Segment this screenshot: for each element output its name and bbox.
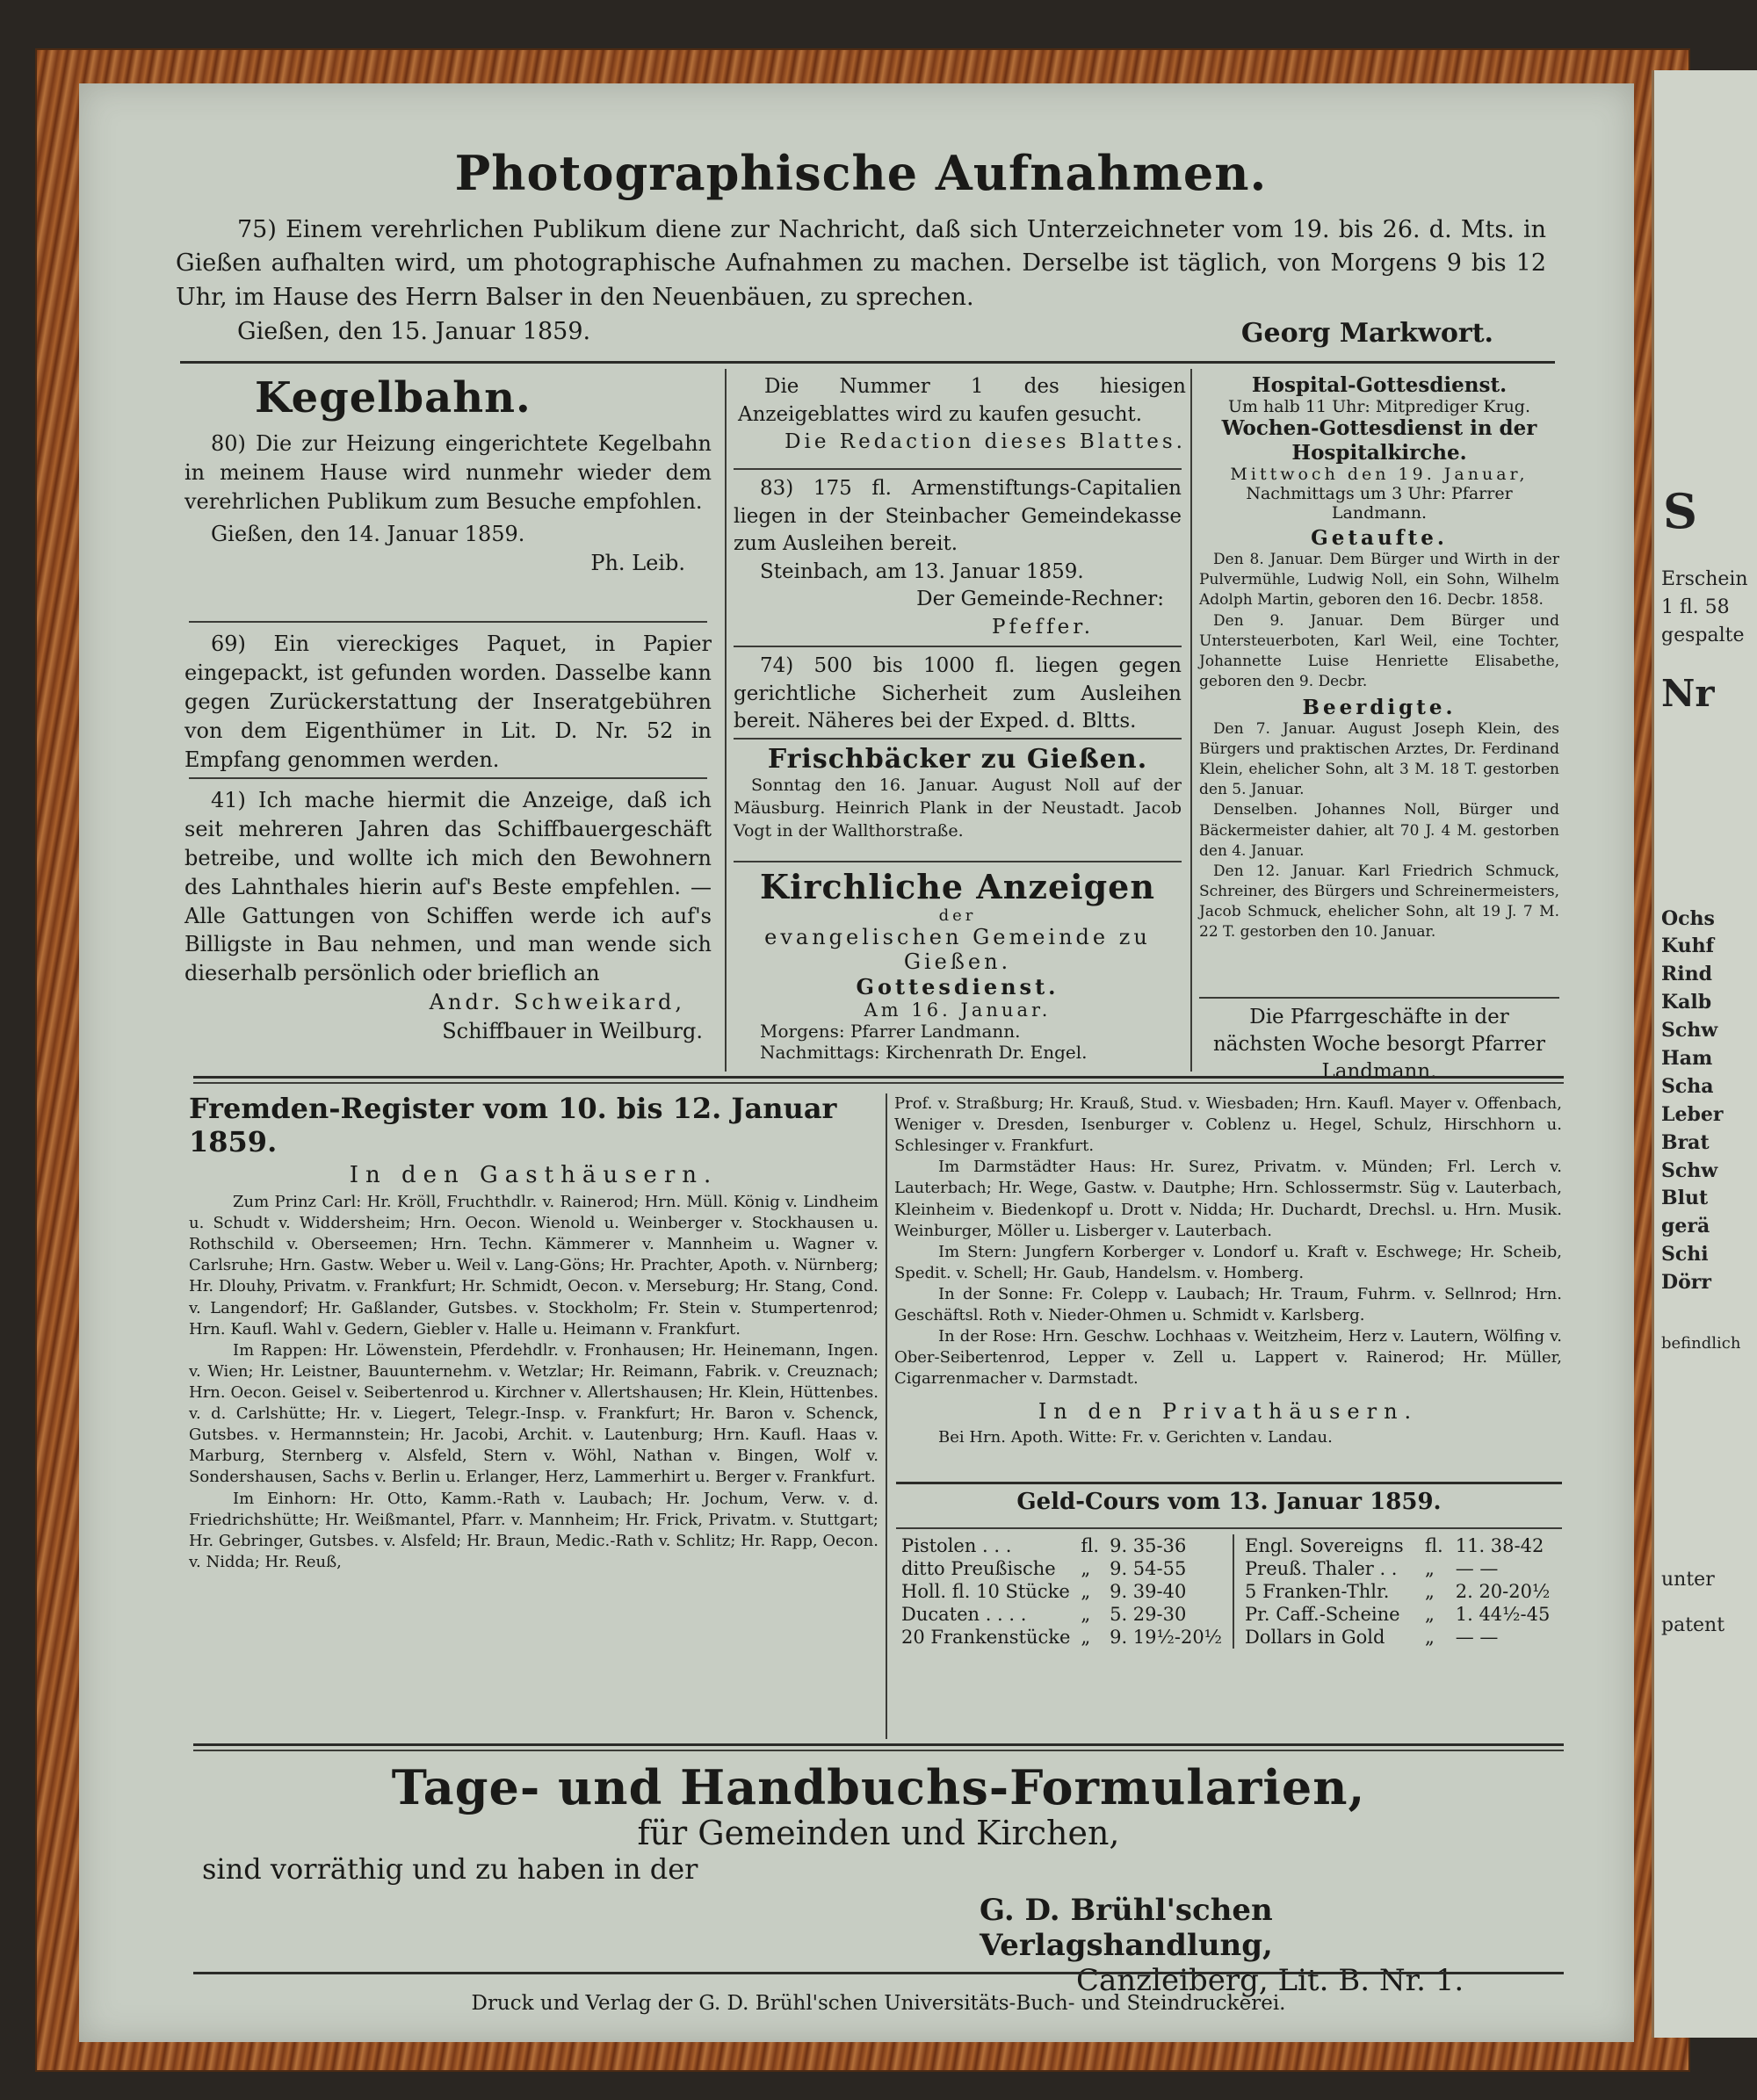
kegel-title: Kegelbahn. (255, 373, 531, 422)
cours-tables (896, 1534, 1562, 1649)
hospital-wochen-title: Wochen-Gottesdienst in der Hospitalkirche. (1221, 416, 1537, 465)
cours-value: — — (1455, 1627, 1499, 1648)
fremden-entry: In der Rose: Hrn. Geschw. Lochhaas v. Weitzheim, Herz v. Lautern, Wölfing v. Ober-Seibertenrod, Lepper v. Zell u. Lappert v. Rainerod; Hr. Müller, Cigarrenmacher v. Darmstadt. (894, 1327, 1562, 1389)
frisch-body: Sonntag den 16. Januar. August Noll auf der Mäusburg. Heinrich Plank in der Neustadt. Jacob Vogt in der Wallthorstraße. (734, 776, 1182, 841)
fremden-sub: In den Gasthäusern. (349, 1162, 719, 1188)
cours-name: Preuß. Thaler . . (1245, 1558, 1398, 1579)
adjacent-frag: Leber (1661, 1102, 1724, 1126)
fremden-title: Fremden-Register vom 10. bis 12. Januar 1859. (189, 1092, 837, 1158)
cours-value: — — (1455, 1558, 1499, 1579)
cours-unit: „ (1081, 1581, 1091, 1602)
adjacent-frag: unter (1661, 1569, 1715, 1591)
cours-unit: fl. (1081, 1535, 1100, 1556)
nummer-body: Die Nummer 1 des hiesigen Anzeigeblattes wird zu kaufen gesucht. (738, 375, 1186, 426)
cours-value: 9. 54-55 (1110, 1558, 1187, 1579)
adjacent-frag: Blut (1661, 1187, 1709, 1210)
formular-line: sind vorräthig und zu haben in der (202, 1852, 698, 1886)
formular-address: Canzleiberg, Lit. B. Nr. 1. (1076, 1963, 1464, 1998)
cours-unit: fl. (1424, 1535, 1443, 1556)
kirche-title: Kirchliche Anzeigen (760, 867, 1155, 906)
paquet-body: 69) Ein viereckiges Paquet, in Papier eingepackt, ist gefunden worden. Dasselbe kann gegen Zurückerstattung der Inseratgebühren von dem Eigenthümer in Lit. D. Nr. 52 in Empfang genommen werden. (184, 631, 712, 772)
kirche-morgens: Morgens: Pfarrer Landmann. (760, 1021, 1021, 1042)
adjacent-frag: Ham (1661, 1047, 1713, 1071)
adjacent-frag: Dörr (1661, 1271, 1711, 1295)
adjacent-page-initial: S (1663, 483, 1697, 539)
adjacent-frag: Scha (1661, 1074, 1714, 1098)
hospital-title: Hospital-Gottesdienst. (1251, 373, 1508, 397)
adjacent-frag: Nr (1661, 671, 1715, 715)
divider (896, 1527, 1562, 1529)
cours-value: 11. 38-42 (1455, 1535, 1544, 1556)
beerdigte-entry: Denselben. Johannes Noll, Bürger und Bäckermeister dahier, alt 70 J. 4 M. gestorben den 4. Januar. (1199, 801, 1559, 860)
cours-name: 20 Frankenstücke (901, 1627, 1071, 1648)
hospital-wochen-time: Nachmittags um 3 Uhr: Pfarrer Landmann. (1246, 484, 1513, 523)
column-divider (725, 369, 727, 1072)
frisch-notice (734, 744, 1182, 842)
cours-value: 9. 39-40 (1110, 1581, 1187, 1602)
adjacent-frag: Schw (1661, 1158, 1718, 1182)
pfarr-body: Die Pfarrgeschäfte in der nächsten Woche besorgt Pfarrer Landmann. (1212, 1006, 1546, 1084)
cours-value: 2. 20-20½ (1455, 1581, 1551, 1602)
formular-title: Tage- und Handbuchs-Formularien, (391, 1759, 1366, 1815)
cours-name: Ducaten . . . . (901, 1604, 1027, 1625)
photo-title: Photographische Aufnahmen. (454, 145, 1268, 201)
hospital-line1: Um halb 11 Uhr: Mitprediger Krug. (1227, 397, 1531, 416)
beerdigte-entry: Den 12. Januar. Karl Friedrich Schmuck, Schreiner, des Bürgers und Schreinermeisters, Jacob Schmuck, ehelicher Sohn, alt 19 J. 7 M. 22 T. gestorben den 10. Januar. (1199, 862, 1559, 942)
divider (189, 777, 707, 779)
adjacent-frag: gespalte (1661, 624, 1745, 646)
schiff-name: Andr. Schweikard, (429, 990, 685, 1015)
cours-table-right (1240, 1534, 1562, 1649)
beerdigte-title: Beerdigte. (1302, 695, 1457, 719)
photo-body: 75) Einem verehrlichen Publikum diene zur Nachricht, daß sich Unterzeichneter vom 19. bis 26. d. Mts. in Gießen aufhalten wird, um photographische Aufnahmen zu machen. Derselbe ist täglich, von Morgens 9 bis 12 Uhr, im Hause des Herrn Balser in den Neuenbäuen, zu sprechen. (176, 216, 1546, 311)
cours-row (896, 1603, 1227, 1626)
adjacent-frag: Brat (1661, 1130, 1710, 1154)
kirche-gottesdienst: Gottesdienst. (856, 974, 1059, 999)
getaufte-title: Getaufte. (1311, 526, 1448, 551)
fremden-entry: In der Sonne: Fr. Colepp v. Laubach; Hr. Traum, Fuhrm. v. Sellnrod; Hrn. Geschäftsl. Roth v. Nieder-Ohmen u. Schmidt v. Karlsberg. (894, 1284, 1562, 1325)
adjacent-frag: befindlich (1661, 1334, 1741, 1353)
divider (189, 621, 707, 623)
kirche-notice (734, 867, 1182, 1063)
divider (193, 1750, 1564, 1751)
column-divider (1190, 369, 1192, 1072)
paquet-notice (184, 630, 712, 774)
divider (193, 1743, 1564, 1746)
adjacent-frag: Schi (1661, 1243, 1709, 1266)
cours-row (896, 1580, 1227, 1603)
hospital-wochen-date: Mittwoch den 19. Januar, (1230, 465, 1529, 485)
fremden-entry: Im Stern: Jungfern Korberger v. Londorf u. Kraft v. Eschwege; Hr. Scheib, Spedit. v. Schell; Hr. Gaub, Handelsm. v. Homberg. (894, 1242, 1562, 1282)
cours-row (1240, 1534, 1562, 1557)
schiff-trade: Schiffbauer in Weilburg. (442, 1019, 703, 1043)
kirche-gemeinde: evangelischen Gemeinde zu Gießen. (764, 925, 1151, 974)
adjacent-page (1652, 70, 1757, 2038)
adjacent-frag: Rind (1661, 963, 1713, 986)
divider (896, 1482, 1562, 1484)
getaufte-entry: Den 9. Januar. Dem Bürger und Untersteuerboten, Karl Weil, eine Tochter, Johannette Luise Henriette Elisabethe, geboren den 9. Decbr. (1199, 611, 1559, 690)
darlehen-notice (734, 653, 1182, 736)
imprint: Druck und Verlag der G. D. Brühl'schen Universitäts-Buch- und Steindruckerei. (471, 1992, 1286, 2015)
fremden-left (189, 1092, 878, 1573)
pfarr-notice (1204, 1004, 1555, 1086)
fremden-right (894, 1093, 1562, 1448)
cours-row (896, 1534, 1227, 1557)
formular-notice (193, 1759, 1564, 1998)
cours-row (896, 1626, 1227, 1649)
getaufte-entry: Den 8. Januar. Dem Bürger und Wirth in der Pulvermühle, Ludwig Noll, ein Sohn, Wilhelm Adolph Martin, geboren den 16. Decbr. 1858. (1199, 551, 1559, 610)
divider (193, 1082, 1564, 1084)
column-left (184, 373, 712, 577)
privat-title: In den Privathäusern. (1038, 1398, 1419, 1424)
cours-unit: „ (1424, 1604, 1435, 1625)
cours-value: 9. 35-36 (1110, 1535, 1187, 1556)
photo-place-date: Gießen, den 15. Januar 1859. (237, 317, 591, 345)
divider (734, 738, 1182, 740)
adjacent-frag: Kuhf (1661, 935, 1715, 958)
kegel-signature: Ph. Leib. (590, 550, 685, 575)
cours-value: 5. 29-30 (1110, 1604, 1187, 1625)
column-middle (650, 373, 1186, 457)
cours-unit: „ (1081, 1627, 1091, 1648)
kirche-nachmittags: Nachmittags: Kirchenrath Dr. Engel. (760, 1042, 1088, 1063)
cours-name: Engl. Sovereigns (1245, 1535, 1404, 1556)
cours-table-left (896, 1534, 1227, 1649)
cours-unit: „ (1081, 1558, 1091, 1579)
cours-title: Geld-Cours vom 13. Januar 1859. (1016, 1489, 1442, 1515)
cours-value: 1. 44½-45 (1455, 1604, 1551, 1625)
kirche-date: Am 16. Januar. (864, 999, 1052, 1021)
cours-name: Pr. Caff.-Scheine (1245, 1604, 1400, 1625)
cours-row (1240, 1557, 1562, 1580)
fremden-entry: Prof. v. Straßburg; Hr. Krauß, Stud. v. Wiesbaden; Hrn. Kaufl. Mayer v. Offenbach, Weniger v. Dresden, Isenburger v. Coblenz u. Hegel, Schulz, Hirschhorn u. Schlesinger v. Frankfurt. (894, 1094, 1562, 1156)
armen-name: Pfeffer. (991, 615, 1094, 639)
armen-place-date: Steinbach, am 13. Januar 1859. (760, 559, 1084, 583)
armen-notice (734, 475, 1182, 641)
kegel-place-date: Gießen, den 14. Januar 1859. (211, 521, 525, 546)
divider (734, 861, 1182, 862)
adjacent-frag: Erschein (1661, 568, 1748, 590)
hospital-notice (1199, 373, 1559, 942)
cours-unit: „ (1424, 1627, 1435, 1648)
armen-body: 83) 175 fl. Armenstiftungs-Capitalien liegen in der Steinbacher Gemeindekasse zum Ausleihen bereit. (734, 477, 1182, 555)
adjacent-frag: Ochs (1661, 906, 1715, 930)
cours-row (896, 1557, 1227, 1580)
photo-notice (176, 145, 1546, 353)
adjacent-frag: 1 fl. 58 (1661, 595, 1730, 618)
adjacent-frag: Kalb (1661, 991, 1712, 1014)
adjacent-frag: patent (1661, 1614, 1725, 1637)
adjacent-frag: gerä (1661, 1215, 1710, 1238)
fremden-entry: Im Rappen: Hr. Löwenstein, Pferdehdlr. v. Fronhausen; Hr. Heinemann, Ingen. v. Wien; Hr. Leistner, Bauunternehm. v. Wetzlar; Hr. Reimann, Fabrik. v. Creuznach; Hrn. Oecon. Geisel v. Seibertenrod u. Kirchner v. Allertshausen; Hr. Klein, Hüttenbes. v. d. Carlshütte; Hr. v. Liegert, Telegr.-Insp. v. Frankfurt; Hr. Baron v. Schenck, Gutsbes. v. Hermannstein; Hr. Jacobi, Archit. v. Lautenburg; Hrn. Kaufl. Haas v. Marburg, Sternberg v. Alsfeld, Stern v. Wöhl, Nathan v. Bingen, Wolf v. Sondershausen, Sachs v. Berlin u. Erlanger, Herz, Lammerhirt u. Berger v. Frankfurt. (189, 1340, 878, 1487)
formular-publisher: G. D. Brühl'schen Verlagshandlung, (980, 1893, 1273, 1963)
cours-unit: „ (1424, 1558, 1435, 1579)
cours-unit: „ (1081, 1604, 1091, 1625)
frisch-title: Frischbäcker zu Gießen. (767, 744, 1148, 775)
cours-name: Holl. fl. 10 Stücke (901, 1581, 1070, 1602)
schiff-notice (184, 786, 712, 1046)
armen-role: Der Gemeinde-Rechner: (916, 588, 1164, 610)
darlehen-body: 74) 500 bis 1000 fl. liegen gegen gerichtliche Sicherheit zum Ausleihen bereit. Näheres bei der Exped. d. Bltts. (734, 654, 1182, 732)
divider (734, 646, 1182, 647)
adjacent-frag: Schw (1661, 1019, 1718, 1043)
formular-sub: für Gemeinden und Kirchen, (637, 1814, 1120, 1852)
schiff-body: 41) Ich mache hiermit die Anzeige, daß ich seit mehreren Jahren das Schiffbauergeschäft betreibe, und wollte ich mich den Bewohnern des Lahnthales hierin auf's Beste empfehlen. — Alle Gattungen von Schiffen werde ich auf's Billigste in Bau nehmen, und man wende sich dieserhalb persönlich oder brieflich an (184, 788, 712, 986)
fremden-entry: Im Darmstädter Haus: Hr. Surez, Privatm. v. Münden; Frl. Lerch v. Lauterbach; Hr. Wege, Gastw. v. Dautphe; Hrn. Schlossermstr. Süg v. Lauterbach, Kleinheim v. Biedenkopf u. Drott v. Nidda; Hr. Duchardt, Drechsl. u. Hrn. Musik. Weinburger, Möller u. Lisberger v. Lauterbach. (894, 1158, 1562, 1240)
cours-row (1240, 1626, 1562, 1649)
column-divider (886, 1093, 887, 1739)
cours-row (1240, 1580, 1562, 1603)
geld-cours (896, 1489, 1562, 1515)
beerdigte-entry: Den 7. Januar. August Joseph Klein, des Bürgers und praktischen Arztes, Dr. Ferdinand Klein, ehelicher Sohn, alt 3 M. 18 T. gestorben den 5. Januar. (1199, 719, 1559, 799)
divider (193, 1076, 1564, 1079)
cours-name: Dollars in Gold (1245, 1627, 1385, 1648)
cours-row (1240, 1603, 1562, 1626)
fremden-entry: Zum Prinz Carl: Hr. Kröll, Fruchthdlr. v. Rainerod; Hrn. Müll. König v. Lindheim u. Schudt v. Widdersheim; Hrn. Oecon. Wienold u. Weinberger v. Stockhausen u. Rothschild v. Oberseemen; Hrn. Techn. Kämmerer v. Mannheim u. Wagner v. Carlsruhe; Hrn. Gastw. Weber u. Weil v. Lang-Göns; Hr. Prachter, Apoth. v. Nürnberg; Hr. Dlouhy, Privatm. v. Frankfurt; Hr. Schmidt, Oecon. v. Merseburg; Hr. Stang, Cond. v. Langendorf; Hr. Gaßlander, Gutsbes. v. Stockholm; Fr. Stein v. Stumpertenrod; Hrn. Kaufl. Wahl v. Gedern, Giebler v. Halle u. Heimann v. Frankfurt. (189, 1193, 878, 1339)
divider (734, 468, 1182, 470)
divider (1199, 997, 1559, 999)
nummer-sign: Die Redaction dieses Blattes. (785, 430, 1186, 453)
cours-name: Pistolen . . . (901, 1535, 1012, 1556)
divider (180, 361, 1555, 364)
kegel-body: 80) Die zur Heizung eingerichtete Kegelbahn in meinem Hause wird nunmehr wieder dem verehrlichen Publikum zum Besuche empfohlen. (184, 431, 712, 514)
divider (193, 1972, 1564, 1974)
cours-name: ditto Preußische (901, 1558, 1056, 1579)
cours-unit: „ (1424, 1581, 1435, 1602)
cours-value: 9. 19½-20½ (1110, 1627, 1223, 1648)
fremden-entry: Im Einhorn: Hr. Otto, Kamm.-Rath v. Laubach; Hr. Jochum, Verw. v. d. Friedrichshütte; Hr. Weißmantel, Pfarr. v. Mannheim; Hr. Frick, Privatm. v. Stuttgart; Hr. Gebringer, Gutsbes. v. Alsfeld; Hr. Braun, Medic.-Rath v. Schlitz; Hr. Rapp, Oecon. v. Nidda; Hr. Reuß, (189, 1489, 878, 1571)
privat-entry: Bei Hrn. Apoth. Witte: Fr. v. Gerichten v. Landau. (938, 1427, 1333, 1447)
cours-name: 5 Franken-Thlr. (1245, 1581, 1390, 1602)
photo-signature: Georg Markwort. (1240, 317, 1493, 349)
kirche-der: der (938, 906, 977, 925)
newspaper-page (79, 83, 1634, 2042)
